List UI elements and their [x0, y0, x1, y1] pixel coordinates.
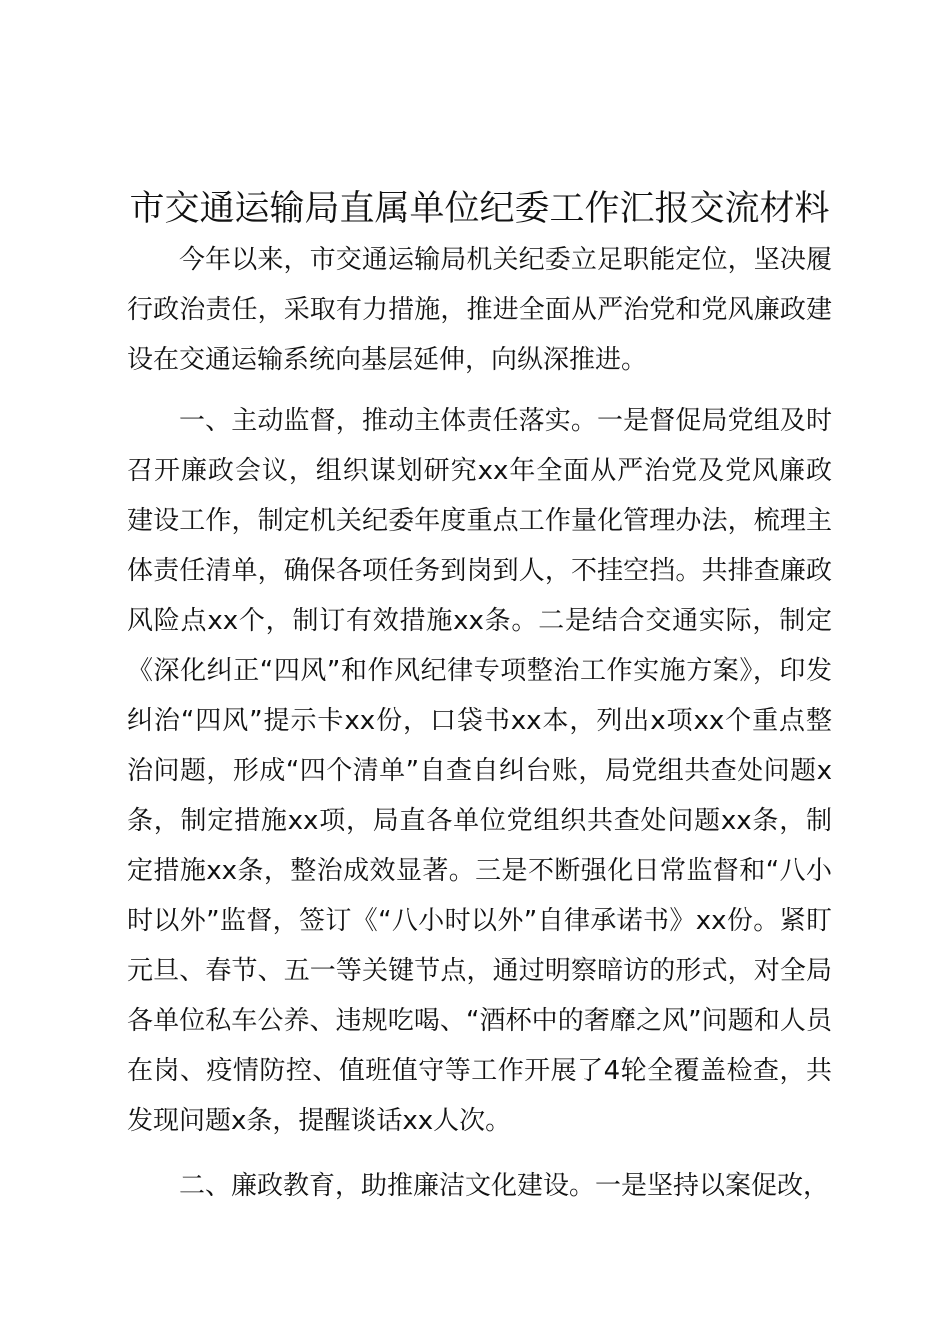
paragraph-section-2: 二、廉政教育，助推廉洁文化建设。一是坚持以案促改，: [179, 1171, 830, 1201]
paragraph-intro: 今年以来，市交通运输局机关纪委立足职能定位，坚决履行政治责任，采取有力措施，推进全面从严治党和党风廉政建设在交通运输系统向基层延伸，向纵深推进。: [127, 245, 832, 375]
document-title: 市交通运输局直属单位纪委工作汇报交流材料: [129, 189, 830, 229]
paragraph-section-1: 一、主动监督，推动主体责任落实。一是督促局党组及时召开廉政会议，组织谋划研究xx年全面从严治党及党风廉政建设工作，制定机关纪委年度重点工作量化管理办法，梳理主体责任清单，确保各项任务到岗到人，不挂空挡。共排查廉政风险点xx个，制订有效措施xx条。二是结合交通实际，制定《深化纠正“四风”和作风纪律专项整治工作实施方案》，印发纠治“四风”提示卡xx份，口袋书xx本，列出x项xx个重点整治问题，形成“四个清单”自查自纠台账，局党组共查处问题x条，制定措施xx项，局直各单位党组织共查处问题xx条，制定措施xx条，整治成效显著。三是不断强化日常监督和“八小时以外”监督，签订《“八小时以外”自律承诺书》xx份。紧盯元旦、春节、五一等关键节点，通过明察暗访的形式，对全局各单位私车公养、违规吃喝、“酒杯中的奢靡之风”问题和人员在岗、疫情防控、值班值守等工作开展了4轮全覆盖检查，共发现问题x条，提醒谈话xx人次。: [127, 406, 832, 1136]
